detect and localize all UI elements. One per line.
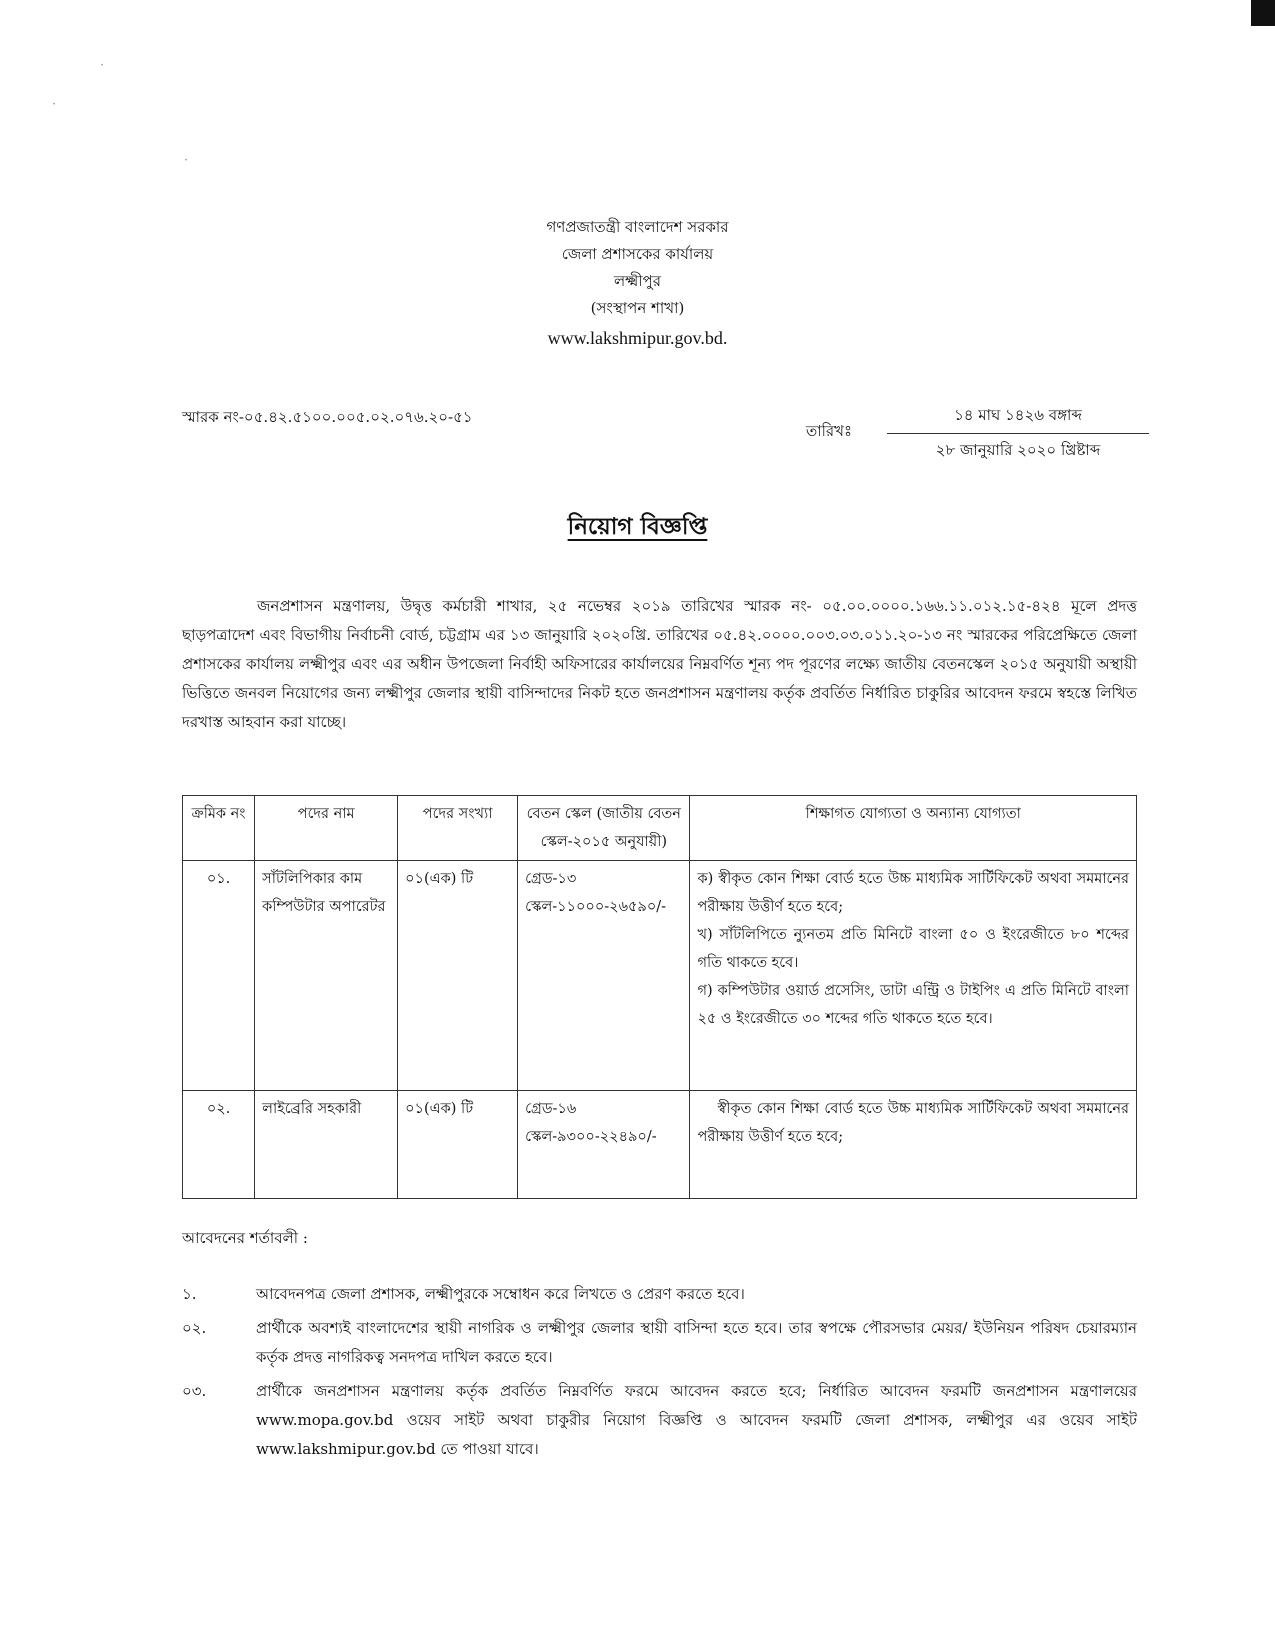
header-pay-scale: বেতন স্কেল (জাতীয় বেতন স্কেল-২০১৫ অনুযায়ী) — [518, 796, 690, 861]
header-post-name: পদের নাম — [255, 796, 398, 861]
qualification-item: খ) সাঁটলিপিতে ন্যুনতম প্রতি মিনিটে বাংলা ৫০ ও ইংরেজীতে ৮০ শব্দের গতি থাকতে হবে। — [697, 927, 1129, 971]
row-grade: গ্রেড-১৩ — [525, 871, 577, 887]
qualification-item: ক) স্বীকৃত কোন শিক্ষা বোর্ড হতে উচ্চ মাধ্যমিক সার্টিফিকেট অথবা সমমানের পরীক্ষায় উত্তীর্ণ হতে হবে; — [697, 871, 1129, 915]
row-pay-scale — [518, 1091, 690, 1199]
scan-corner-mark — [1251, 0, 1275, 26]
row-grade: গ্রেড-১৬ — [525, 1101, 577, 1117]
date-label: তারিখঃ — [806, 422, 852, 440]
table-header-row — [183, 796, 1137, 861]
table-row — [183, 861, 1137, 1091]
row-scale: স্কেল-৯৩০০-২২৪৯০/- — [525, 1129, 657, 1145]
row-pay-scale — [518, 861, 690, 1091]
vacancy-table — [182, 795, 1137, 1199]
condition-text: আবেদনপত্র জেলা প্রশাসক, লক্ষ্মীপুরকে সম্বোধন করে লিখতে ও প্রেরণ করতে হবে। — [256, 1285, 745, 1303]
row-qualifications — [690, 861, 1137, 1091]
notice-title — [0, 508, 1275, 547]
list-item — [182, 1377, 1137, 1464]
government-name: গণপ্রজাতন্ত্রী বাংলাদেশ সরকার — [546, 218, 729, 236]
row-post-count: ০১(এক) টি — [398, 1091, 518, 1199]
table-row — [183, 1091, 1137, 1199]
header-post-count: পদের সংখ্যা — [398, 796, 518, 861]
intro-paragraph: জনপ্রশাসন মন্ত্রণালয়, উদ্বৃত্ত কর্মচারী শাখার, ২৫ নভেম্বর ২০১৯ তারিখের স্মারক নং- ০৫.০০.০০০০.১৬৬.১১.০১২.১৫-৪২৪ মূলে প্রদত্ত ছাড়পত্রাদেশ এবং বিভাগীয় নির্বাচনী বোর্ড, চট্টগ্রাম এর ১৩ জানুয়ারি ২০২০খ্রি. তারিখের ০৫.৪২.০০০০.০০৩.০৩.০১১.২০-১৩ নং স্মারকের পরিপ্রেক্ষিতে জেলা প্রশাসকের কার্যালয় লক্ষ্মীপুর এবং এর অধীন উপজেলা নির্বাহী অফিসারের কার্যালয়ের নিম্নবর্ণিত শূন্য পদ পূরণের লক্ষ্যে জাতীয় বেতনস্কেল ২০১৫ অনুযায়ী অস্থায়ী ভিত্তিতে জনবল নিয়োগের জন্য লক্ষ্মীপুর জেলার স্থায়ী বাসিন্দাদের নিকট হতে জনপ্রশাসন মন্ত্রণালয় কর্তৃক প্রবর্তিত নির্ধারিত চাকুরির আবেদন ফরমে স্বহস্তে লিখিত দরখাস্ত আহবান করা যাচ্ছে। — [182, 597, 1137, 731]
scan-speck: · — [100, 58, 105, 73]
row-post-count: ০১(এক) টি — [398, 861, 518, 1091]
office-website: www.lakshmipur.gov.bd. — [547, 328, 728, 348]
district-name: লক্ষ্মীপুর — [614, 272, 661, 290]
condition-number: ১. — [182, 1285, 197, 1303]
conditions-heading: আবেদনের শর্তাবলী : — [182, 1229, 308, 1247]
section-name: (সংস্থাপন শাখা) — [590, 299, 685, 317]
row-post-name: সাঁটলিপিকার কাম কম্পিউটার অপারেটর — [255, 861, 398, 1091]
scan-speck: · — [52, 97, 57, 112]
condition-text: প্রার্থীকে জনপ্রশাসন মন্ত্রণালয় কর্তৃক প্রবর্তিত নিম্নবর্ণিত ফরমে আবেদন করতে হবে; নির্ধারিত আবেদন ফরমটি জনপ্রশাসন মন্ত্রণালয়ের www.mopa.gov.bd ওয়েব সাইট অথবা চাকুরীর নিয়োগ বিজ্ঞপ্তি ও আবেদন ফরমটি জেলা প্রশাসক, লক্ষ্মীপুর এর ওয়েব সাইট www.lakshmipur.gov.bd তে পাওয়া যাবে। — [256, 1382, 1137, 1458]
row-qualifications — [690, 1091, 1137, 1199]
row-serial: ০১. — [183, 861, 255, 1091]
header-serial: ক্রমিক নং — [183, 796, 255, 861]
row-serial: ০২. — [183, 1091, 255, 1199]
condition-number: ০৩. — [182, 1382, 207, 1400]
row-scale: স্কেল-১১০০০-২৬৫৯০/- — [525, 899, 667, 915]
list-item — [182, 1314, 1137, 1372]
condition-text: প্রার্থীকে অবশ্যই বাংলাদেশের স্থায়ী নাগরিক ও লক্ষ্মীপুর জেলার স্থায়ী বাসিন্দা হতে হবে। তার স্বপক্ষে পৌরসভার মেয়র/ ইউনিয়ন পরিষদ চেয়ারম্যান কর্তৃক প্রদত্ত নাগরিকত্ব সনদপত্র দাখিল করতে হবে। — [256, 1319, 1137, 1366]
header-qualification: শিক্ষাগত যোগ্যতা ও অন্যান্য যোগ্যতা — [690, 796, 1137, 861]
row-post-name: লাইব্রেরি সহকারী — [255, 1091, 398, 1199]
qualification-item: গ) কম্পিউটার ওয়ার্ড প্রসেসিং, ডাটা এন্ট্রি ও টাইপিং এ প্রতি মিনিটে বাংলা ২৫ ও ইংরেজীতে ৩০ শব্দের গতি থাকতে হতে হবে। — [697, 983, 1129, 1027]
date-block — [887, 401, 1149, 464]
office-name: জেলা প্রশাসকের কার্যালয় — [561, 245, 714, 263]
bengali-date: ১৪ মাঘ ১৪২৬ বঙ্গাব্দ — [887, 401, 1149, 434]
list-item — [182, 1280, 1137, 1309]
qualification-item: স্বীকৃত কোন শিক্ষা বোর্ড হতে উচ্চ মাধ্যমিক সার্টিফিকেট অথবা সমমানের পরীক্ষায় উত্তীর্ণ হতে হবে; — [697, 1101, 1129, 1145]
notice-title-text: নিয়োগ বিজ্ঞপ্তি — [567, 513, 708, 540]
letterhead — [0, 214, 1275, 349]
memo-number: স্মারক নং-০৫.৪২.৫১০০.০০৫.০২.০৭৬.২০-৫১ — [182, 408, 473, 426]
conditions-list — [182, 1280, 1137, 1469]
scan-speck: · — [184, 153, 189, 168]
condition-number: ০২. — [182, 1319, 207, 1337]
gregorian-date: ২৮ জানুয়ারি ২০২০ খ্রিষ্টাব্দ — [935, 441, 1101, 459]
